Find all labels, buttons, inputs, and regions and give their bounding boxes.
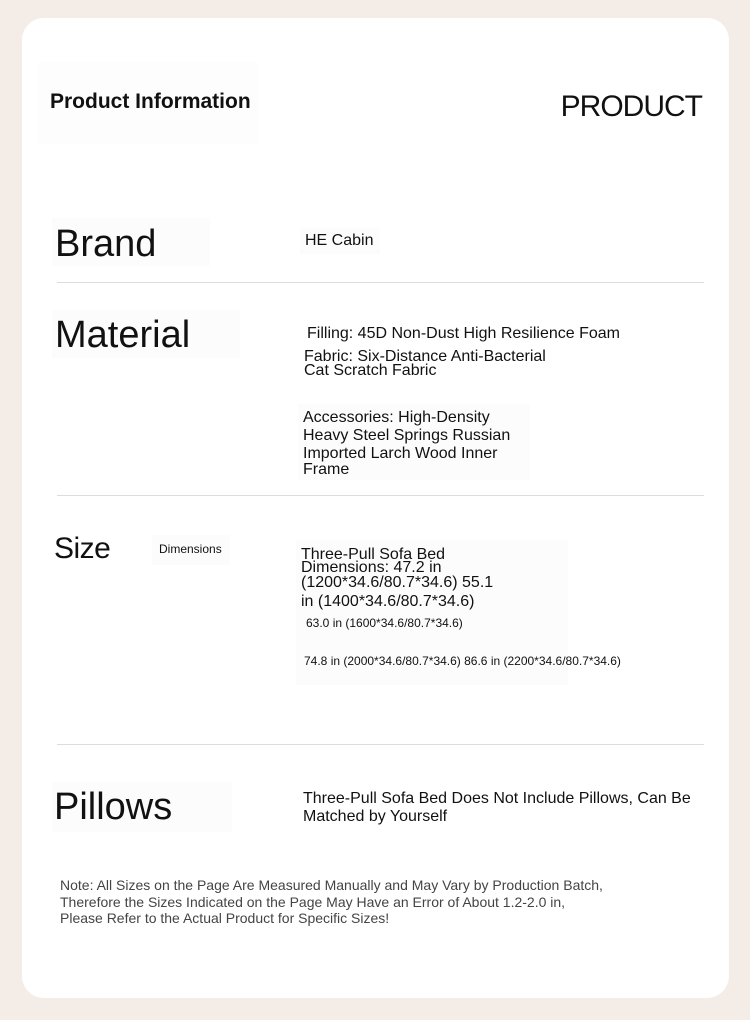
size-line6: 74.8 in (2000*34.6/80.7*34.6) 86.6 in (2200*34.6/80.7*34.6) [304,654,621,668]
material-accessories-line4: Frame [303,461,350,478]
material-fabric-line2: Cat Scratch Fabric [304,362,437,379]
size-line1: Three-Pull Sofa Bed [301,546,446,563]
product-info-card [22,18,729,998]
pillows-value-line2: Matched by Yourself [303,808,448,825]
material-accessories-line3: Imported Larch Wood Inner [303,445,498,462]
brand-label: Brand [55,223,157,265]
material-accessories-line1: Accessories: High-Density [303,409,490,426]
pillows-value-line1: Three-Pull Sofa Bed Does Not Include Pillows, Can Be [303,790,691,807]
size-line4: in (1400*34.6/80.7*34.6) [301,593,475,610]
page-title: Product Information [50,90,251,113]
note-line2: Therefore the Sizes Indicated on the Page May Have an Error of About 1.2-2.0 in, [60,893,566,910]
material-accessories-line2: Heavy Steel Springs Russian [303,427,511,444]
size-label: Size [54,532,111,565]
brand-value: HE Cabin [305,232,374,249]
size-line2: Dimensions: 47.2 in [301,559,442,576]
size-line5: 63.0 in (1600*34.6/80.7*34.6) [306,616,463,630]
size-line3: (1200*34.6/80.7*34.6) 55.1 [301,574,494,591]
material-filling: Filling: 45D Non-Dust High Resilience Foam [307,325,621,342]
divider-size [57,744,704,745]
size-sublabel: Dimensions [159,542,222,556]
divider-brand [57,282,704,283]
material-label: Material [55,314,191,356]
pillows-label: Pillows [54,786,173,828]
size-disclaimer-note [60,877,680,927]
divider-material [57,495,704,496]
note-line1: Note: All Sizes on the Page Are Measured Manually and May Vary by Production Batch, [60,877,603,893]
note-line3: Please Refer to the Actual Product for Specific Sizes! [60,910,390,926]
material-fabric-line1: Fabric: Six-Distance Anti-Bacterial [304,348,546,365]
product-tag: PRODUCT [560,90,702,123]
